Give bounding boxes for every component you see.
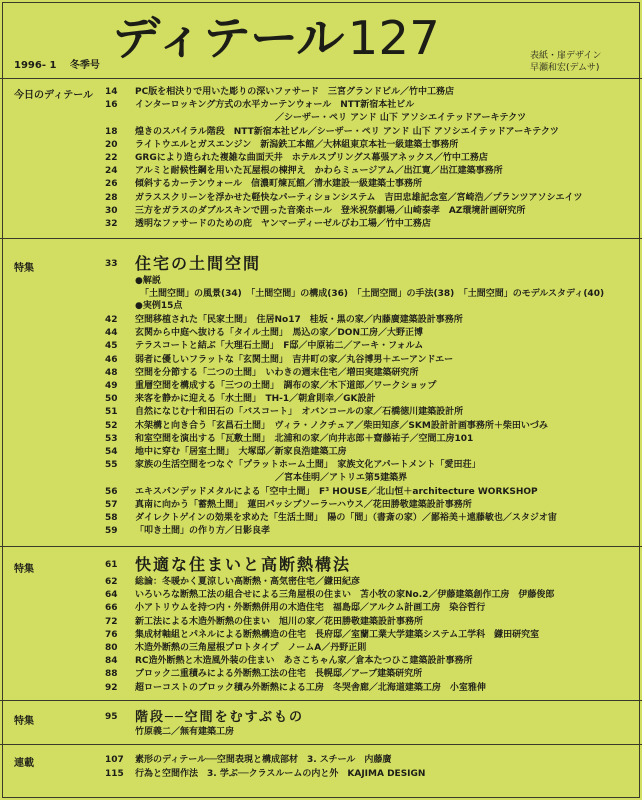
toc-entry — [105, 218, 431, 230]
toc-entry-title: 真南に向かう「蓄熱土間」 蓮田パッシブソーラーハウス／花田勝敬建築設計事務所 — [135, 499, 472, 510]
toc-entry — [105, 754, 391, 766]
toc-entry — [105, 629, 539, 641]
toc-entry-page: 58 — [105, 513, 118, 523]
toc-entry-title: 三方をガラスのダブルスキンで囲った音楽ホール 登米祝祭劇場／山崎泰孝 AZ環境計画研究所 — [135, 205, 526, 216]
toc-entry — [105, 126, 559, 138]
feature2-title: 快適な住まいと高断熱構法 — [135, 555, 352, 574]
toc-entry-title: GRGにより造られた複雑な曲面天井 ホテルスプリングス幕張アネックス／竹中工務店 — [135, 153, 488, 163]
feature2-page: 61 — [105, 560, 118, 570]
cover-credit-line: 早瀬和宏(デムサ) — [530, 63, 600, 73]
feature3-author: 竹原義二／無有建築工房 — [135, 727, 235, 737]
toc-entry-page: 53 — [105, 433, 118, 444]
toc-entry-title: 小アトリウムを持つ内・外断熱併用の木造住宅 福島邸／アルクム計画工房 染谷哲行 — [135, 603, 486, 614]
toc-entry — [105, 668, 422, 680]
toc-entry-title: ダイレクトゲインの効果を求めた「生活土間」 陽の「間」（書斎の家）／鄙裕美＋遠藤敏也／スタジオ宙 — [135, 513, 557, 523]
toc-entry — [105, 525, 270, 537]
divider — [0, 546, 642, 547]
toc-entry-title: 空間移植された「民家土間」 住居No17 桂坂・黒の家／内藤廣建築設計事務所 — [135, 315, 463, 325]
section-label-feature1: 特集 — [14, 263, 34, 274]
toc-entry-title: 集成材軸組とパネルによる断熱構造の住宅 長府邸／室蘭工業大学建築システム工学科 鎌田研究室 — [135, 629, 540, 640]
divider — [0, 700, 642, 701]
toc-entry-title: RC造外断熱と木造風外装の住まい あさこちゃん家／倉本たつひこ建築設計事務所 — [135, 656, 473, 667]
toc-entry-page: 66 — [105, 603, 118, 614]
toc-entry-page: 57 — [105, 499, 118, 510]
toc-entry — [105, 486, 538, 498]
toc-entry-page: 20 — [105, 139, 118, 150]
toc-entry-title: 空間を分節する「二つの土間」 いわきの週末住宅／増田実建築研究所 — [135, 367, 419, 378]
issue-info — [14, 56, 110, 71]
toc-entry — [105, 192, 583, 204]
feature1-title: 住宅の土間空間 — [135, 254, 262, 273]
toc-entry-page: 72 — [105, 616, 118, 627]
toc-entry — [105, 616, 423, 628]
issue-season: 冬季号 — [69, 60, 100, 71]
toc-entry-page: 115 — [105, 769, 124, 779]
toc-entry-title: 透明なファサードのための庇 ヤンマーディーゼルびわ工場／竹中工務店 — [135, 219, 431, 229]
toc-entry — [105, 139, 458, 151]
kaisetsu-heading: ●解説 — [135, 276, 161, 286]
toc-entry-page: 76 — [105, 629, 118, 640]
kaisetsu-items: 「土間空間」の風景(34) 「土間空間」の構成(36) 「土間空間」の手法(38) 「土間空間」のモデルスタディ(40) — [140, 289, 605, 299]
toc-entry — [105, 602, 485, 614]
jitsurei-heading: ●実例15点 — [135, 301, 183, 311]
toc-entry-title: いろいろな断熱工法の組合せによる三角屋根の住まい 苫小牧の家No.2／伊藤建築創作工房 伊藤俊郎 — [135, 590, 555, 601]
divider — [0, 744, 642, 745]
feature3-title: 階段──空間をむすぶもの — [135, 710, 305, 725]
toc-entry-title: 家族の生活空間をつなぐ「プラットホーム土間」 家族文化アパートメント「愛田荘」 — [135, 460, 481, 471]
toc-entry — [105, 406, 463, 418]
toc-entry-title: 超ローコストのブロック積み外断熱による工房 冬哭舎廊／北海道建築工房 小室雅伸 — [135, 682, 486, 693]
logo-text: ディテール — [112, 11, 344, 65]
toc-entry — [105, 152, 488, 164]
toc-entry-page: 107 — [105, 755, 124, 765]
toc-entry-title: 新工法による木造外断熱の住まい 旭川の家／花田勝敬建築設計事務所 — [135, 616, 424, 627]
toc-entry — [105, 420, 548, 432]
cover-credit — [530, 50, 601, 74]
toc-entry — [105, 340, 423, 352]
toc-entry-title: ／宮本佳明／アトリエ第5建築界 — [275, 473, 408, 484]
feature3-page: 95 — [105, 712, 118, 722]
toc-entry-page: 54 — [105, 447, 118, 457]
toc-entry — [105, 393, 376, 405]
toc-entry — [105, 472, 407, 484]
toc-entry-title: エキスパンデッドメタルによる「空中土間」 F³ HOUSE／北山恒＋architecture WORKSHOP — [135, 486, 538, 497]
toc-entry-page: 24 — [105, 166, 118, 177]
divider — [0, 238, 642, 239]
magazine-logo — [112, 11, 440, 65]
toc-entry-page: 14 — [105, 87, 118, 97]
toc-entry — [105, 512, 557, 524]
toc-entry — [105, 354, 453, 366]
toc-entry — [105, 433, 473, 445]
toc-entry-page: 22 — [105, 153, 118, 163]
toc-entry-page: 52 — [105, 420, 118, 431]
issue-date: 1996- 1 — [14, 60, 57, 71]
toc-entry-page — [105, 472, 135, 484]
toc-entry-title: 重層空間を構成する「三つの土間」 調布の家／木下道郎／ワークショップ — [135, 381, 437, 391]
toc-entry-page: 16 — [105, 100, 118, 111]
feature1-page: 33 — [105, 259, 118, 269]
toc-entry-page: 49 — [105, 381, 118, 391]
toc-entry-title: 総論：冬暖かく夏涼しい高断熱・高気密住宅／鎌田紀彦 — [135, 577, 361, 587]
issue-number: 127 — [347, 11, 440, 65]
toc-entry-page: 18 — [105, 126, 118, 137]
toc-entry-page: 80 — [105, 643, 118, 653]
toc-entry — [105, 499, 472, 511]
toc-entry-title: PC版を相決りで用いた彫りの深いファサード 三宮グランドビル／竹中工務店 — [135, 87, 455, 97]
toc-entry-title: 玄関から中庭へ抜ける「タイル土間」 馬込の家／DON工房／大野正博 — [135, 328, 423, 339]
toc-entry-title: ブロック二重積みによる外断熱工法の住宅 長幌邸／アーブ建築研究所 — [135, 669, 423, 680]
toc-entry — [105, 576, 360, 588]
toc-entry-title: 煌きのスパイラル階段 NTT新宿本社ビル／シーザー・ペリ アンド 山下 アソシエイテッドアーキテクツ — [135, 126, 559, 137]
toc-entry-page: 84 — [105, 656, 118, 667]
toc-entry-title: インターロッキング方式の水平カーテンウォール NTT新宿本社ビル — [135, 100, 415, 111]
toc-entry — [105, 205, 525, 217]
toc-entry-title: テラスコートと結ぶ「大理石土間」 F邸／中原祐二／アーキ・フォルム — [135, 341, 424, 352]
toc-entry — [105, 655, 473, 667]
toc-entry — [105, 178, 422, 190]
toc-entry-page: 55 — [105, 460, 118, 471]
toc-entry-title: 来客を静かに迎える「水土間」 TH-1／朝倉則幸／GK設計 — [135, 394, 376, 405]
toc-entry — [105, 446, 347, 458]
toc-entry-page: 92 — [105, 682, 118, 693]
toc-entry — [105, 314, 463, 326]
toc-entry-page: 44 — [105, 328, 118, 339]
toc-entry-page: 32 — [105, 219, 118, 229]
toc-entry-page: 59 — [105, 526, 118, 537]
toc-entry — [105, 327, 423, 339]
toc-entry-page: 46 — [105, 354, 118, 365]
toc-entry-title: ライトウエルとガスエンジン 新潟鉄工本館／大林組東京本社一級建築士事務所 — [135, 139, 459, 150]
toc-entry-title: 地中に穿む「居室土間」 大塚邸／新家良浩建築工房 — [135, 447, 347, 457]
toc-entry-page: 26 — [105, 179, 118, 190]
toc-entry — [105, 165, 503, 177]
toc-entry-page: 48 — [105, 367, 118, 378]
toc-entry-title: 「叩き土間」の作り方／日影良孝 — [135, 526, 271, 537]
toc-entry — [105, 86, 454, 98]
toc-entry-title: 傾斜するカーテンウォール 信濃町煉瓦館／清水建設一級建築士事務所 — [135, 179, 423, 190]
toc-entry-title: アルミと耐候性鋼を用いた瓦屋根の棟押え かわらミュージアム／出江寛／出江建築事務所 — [135, 166, 503, 177]
toc-entry-title: 自然になじむ十和田石の「バスコート」 オバンコールの家／石橋徳川建築設計所 — [135, 407, 464, 418]
section-label-serial: 連載 — [14, 758, 34, 769]
toc-entry — [105, 589, 554, 601]
toc-entry-title: 素形のディテール──空間表現と構成部材 3. スチール 内藤廣 — [135, 755, 392, 765]
section-label-feature2: 特集 — [14, 564, 34, 575]
toc-entry-title: 木架構と向き合う「玄昌石土間」 ヴィラ・ノクチュア／柴田知彦／SKM設計計画事務所＋柴田いづみ — [135, 420, 548, 431]
toc-entry-page: 56 — [105, 486, 118, 497]
toc-entry — [105, 112, 526, 124]
toc-entry — [105, 367, 419, 379]
toc-entry-title: ／シーザー・ペリ アンド 山下 アソシエイテッドアーキテクツ — [275, 113, 527, 124]
toc-entry — [105, 768, 425, 780]
toc-entry-page: 51 — [105, 407, 118, 418]
toc-entry — [105, 642, 366, 654]
toc-entry-title: ガラススクリーンを浮かせた軽快なパーティションシステム 吉田忠雄記念室／宮崎浩／プランツアソシエイツ — [135, 192, 583, 203]
toc-entry-title: 和室空間を演出する「瓦敷土間」 北浦和の家／向井志郎＋齋藤祐子／空間工房101 — [135, 433, 474, 444]
toc-entry — [105, 380, 436, 392]
toc-entry-page: 30 — [105, 205, 118, 216]
toc-entry — [105, 682, 486, 694]
toc-entry-page: 62 — [105, 577, 118, 587]
toc-entry-page: 28 — [105, 192, 118, 203]
toc-entry — [105, 459, 481, 471]
toc-entry — [105, 99, 414, 111]
toc-entry-title: 弱者に優しいフラットな「玄関土間」 吉井町の家／丸谷博男＋エーアンドエー — [135, 354, 454, 365]
toc-entry-title: 木造外断熱の三角屋根プロトタイプ ノームA／丹野正則 — [135, 643, 367, 653]
toc-entry-page: 64 — [105, 590, 118, 601]
toc-entry-page: 50 — [105, 394, 118, 405]
toc-entry-page: 45 — [105, 341, 118, 352]
divider — [0, 78, 642, 79]
section-label-feature3: 特集 — [14, 716, 34, 727]
toc-entry-page: 88 — [105, 669, 118, 680]
toc-entry-title: 行為と空間作法 3. 学ぶ──クラスルームの内と外 KAJIMA DESIGN — [135, 769, 426, 779]
toc-entry-page: 42 — [105, 315, 118, 325]
cover-credit-line: 表紙・扉デザイン — [530, 51, 602, 61]
toc-entry-page — [105, 112, 135, 124]
section-label-today: 今日のディテール — [14, 90, 93, 101]
